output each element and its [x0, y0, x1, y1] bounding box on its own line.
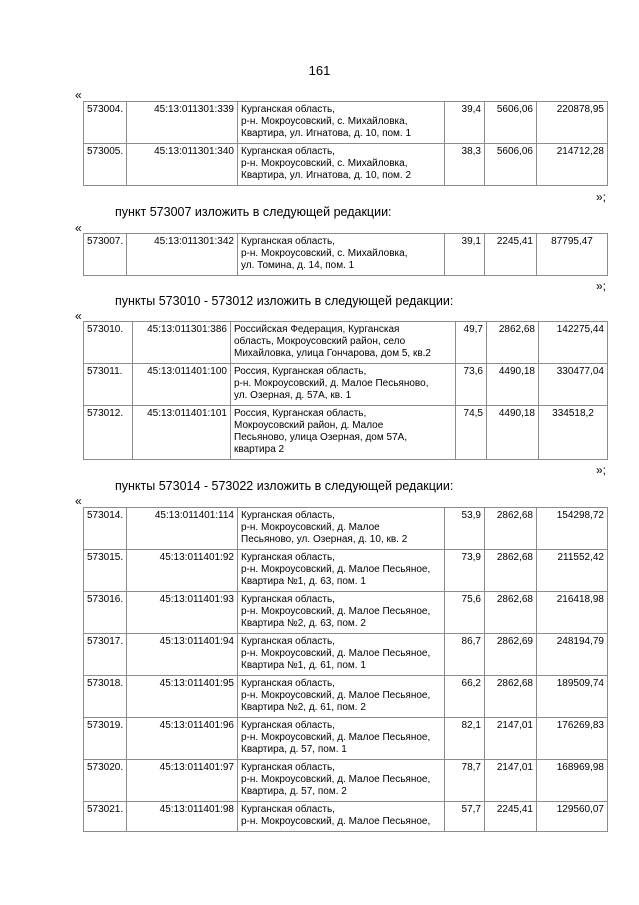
table-section-1 — [83, 101, 608, 186]
price: 5606,06 — [485, 102, 537, 144]
table-row — [84, 102, 608, 144]
area: 53,9 — [445, 508, 485, 550]
cadastral-number: 45:13:011301:342 — [127, 234, 238, 276]
area: 73,6 — [456, 364, 487, 406]
price: 2862,68 — [485, 508, 537, 550]
row-number: 573005. — [84, 144, 127, 186]
cadastral-number: 45:13:011301:386 — [133, 322, 231, 364]
address: Россия, Курганская область, р-н. Мокроусовский, д. Малое Песьяново, ул. Озерная, д. 57А, кв. 1 — [231, 364, 456, 406]
cadastral-number: 45:13:011401:92 — [127, 550, 238, 592]
cadastral-number: 45:13:011401:96 — [127, 718, 238, 760]
address: Российская Федерация, Курганская область, Мокроусовский район, село Михайловка, улица Гончарова, дом 5, кв.2 — [231, 322, 456, 364]
row-number: 573017. — [84, 634, 127, 676]
price: 2862,68 — [485, 592, 537, 634]
row-number: 573004. — [84, 102, 127, 144]
quote-close: »; — [596, 190, 607, 204]
row-number: 573015. — [84, 550, 127, 592]
row-number: 573020. — [84, 760, 127, 802]
total: 189509,74 — [537, 676, 608, 718]
total: 168969,98 — [537, 760, 608, 802]
table-row — [84, 676, 608, 718]
address: Курганская область, р-н. Мокроусовский, с. Михайловка, ул. Томина, д. 14, пом. 1 — [238, 234, 445, 276]
row-number: 573014. — [84, 508, 127, 550]
table-row — [84, 322, 608, 364]
address: Курганская область, р-н. Мокроусовский, с. Михайловка, Квартира, ул. Игнатова, д. 10, пом. 1 — [238, 102, 445, 144]
quote-open: « — [75, 88, 82, 102]
area: 73,9 — [445, 550, 485, 592]
price: 2862,68 — [485, 550, 537, 592]
cadastral-number: 45:13:011301:340 — [127, 144, 238, 186]
total: 211552,42 — [537, 550, 608, 592]
price: 2862,68 — [487, 322, 539, 364]
address: Курганская область, р-н. Мокроусовский, д. Малое Песьяное, — [238, 802, 445, 832]
row-number: 573012. — [84, 406, 133, 460]
price: 2245,41 — [485, 234, 537, 276]
quote-open: « — [75, 309, 82, 323]
address: Россия, Курганская область, Мокроусовский район, д. Малое Песьяново, улица Озерная, дом 57А, квартира 2 — [231, 406, 456, 460]
address: Курганская область, р-н. Мокроусовский, д. Малое Песьяное, Квартира №1, д. 63, пом. 1 — [238, 550, 445, 592]
row-number: 573011. — [84, 364, 133, 406]
table-row — [84, 802, 608, 832]
area: 49,7 — [456, 322, 487, 364]
price: 2862,69 — [485, 634, 537, 676]
quote-open: « — [75, 494, 82, 508]
area: 74,5 — [456, 406, 487, 460]
row-number: 573018. — [84, 676, 127, 718]
area: 78,7 — [445, 760, 485, 802]
cadastral-number: 45:13:011401:100 — [133, 364, 231, 406]
address: Курганская область, р-н. Мокроусовский, д. Малое Песьяное, Квартира №1, д. 61, пом. 1 — [238, 634, 445, 676]
price: 2147,01 — [485, 718, 537, 760]
table-row — [84, 550, 608, 592]
address: Курганская область, р-н. Мокроусовский, с. Михайловка, Квартира, ул. Игнатова, д. 10, пом. 2 — [238, 144, 445, 186]
address: Курганская область, р-н. Мокроусовский, д. Малое Песьяное, Квартира, д. 57, пом. 1 — [238, 718, 445, 760]
table-row — [84, 718, 608, 760]
table-section-3 — [83, 321, 608, 460]
page-number: 161 — [308, 63, 331, 78]
cadastral-number: 45:13:011401:93 — [127, 592, 238, 634]
cadastral-number: 45:13:011301:339 — [127, 102, 238, 144]
table-row — [84, 364, 608, 406]
price: 2147,01 — [485, 760, 537, 802]
cadastral-number: 45:13:011401:101 — [133, 406, 231, 460]
instruction-text: пункты 573014 - 573022 изложить в следующей редакции: — [115, 479, 454, 493]
table-row — [84, 592, 608, 634]
table-row — [84, 760, 608, 802]
total: 220878,95 — [537, 102, 608, 144]
row-number: 573019. — [84, 718, 127, 760]
total: 330477,04 — [539, 364, 608, 406]
address: Курганская область, р-н. Мокроусовский, д. Малое Песьяное, Квартира, д. 57, пом. 2 — [238, 760, 445, 802]
total: 248194,79 — [537, 634, 608, 676]
price: 4490,18 — [487, 364, 539, 406]
address: Курганская область, р-н. Мокроусовский, д. Малое Песьяное, Квартира №2, д. 61, пом. 2 — [238, 676, 445, 718]
row-number: 573021. — [84, 802, 127, 832]
price: 2862,68 — [485, 676, 537, 718]
table-section-4 — [83, 507, 608, 832]
cadastral-number: 45:13:011401:94 — [127, 634, 238, 676]
total: 214712,28 — [537, 144, 608, 186]
quote-close: »; — [596, 279, 607, 293]
table-row — [84, 234, 608, 276]
quote-open: « — [75, 221, 82, 235]
area: 39,1 — [445, 234, 485, 276]
area: 75,6 — [445, 592, 485, 634]
table-row — [84, 634, 608, 676]
address: Курганская область, р-н. Мокроусовский, д. Малое Песьяное, Квартира №2, д. 63, пом. 2 — [238, 592, 445, 634]
price: 4490,18 — [487, 406, 539, 460]
total: 334518,2 — [539, 406, 608, 460]
instruction-text: пункты 573010 - 573012 изложить в следующей редакции: — [115, 294, 454, 308]
row-number: 573016. — [84, 592, 127, 634]
area: 57,7 — [445, 802, 485, 832]
row-number: 573007. — [84, 234, 127, 276]
total: 154298,72 — [537, 508, 608, 550]
price: 2245,41 — [485, 802, 537, 832]
cadastral-number: 45:13:011401:97 — [127, 760, 238, 802]
cadastral-number: 45:13:011401:98 — [127, 802, 238, 832]
table-section-2 — [83, 233, 608, 276]
cadastral-number: 45:13:011401:95 — [127, 676, 238, 718]
area: 66,2 — [445, 676, 485, 718]
price: 5606,06 — [485, 144, 537, 186]
table-row — [84, 144, 608, 186]
area: 39,4 — [445, 102, 485, 144]
row-number: 573010. — [84, 322, 133, 364]
address: Курганская область, р-н. Мокроусовский, д. Малое Песьяново, ул. Озерная, д. 10, кв. 2 — [238, 508, 445, 550]
total: 216418,98 — [537, 592, 608, 634]
area: 38,3 — [445, 144, 485, 186]
table-row — [84, 406, 608, 460]
total: 176269,83 — [537, 718, 608, 760]
total: 87795,47 — [537, 234, 608, 276]
area: 86,7 — [445, 634, 485, 676]
table-row — [84, 508, 608, 550]
area: 82,1 — [445, 718, 485, 760]
total: 129560,07 — [537, 802, 608, 832]
quote-close: »; — [596, 463, 607, 477]
total: 142275,44 — [539, 322, 608, 364]
cadastral-number: 45:13:011401:114 — [127, 508, 238, 550]
instruction-text: пункт 573007 изложить в следующей редакции: — [115, 205, 392, 219]
